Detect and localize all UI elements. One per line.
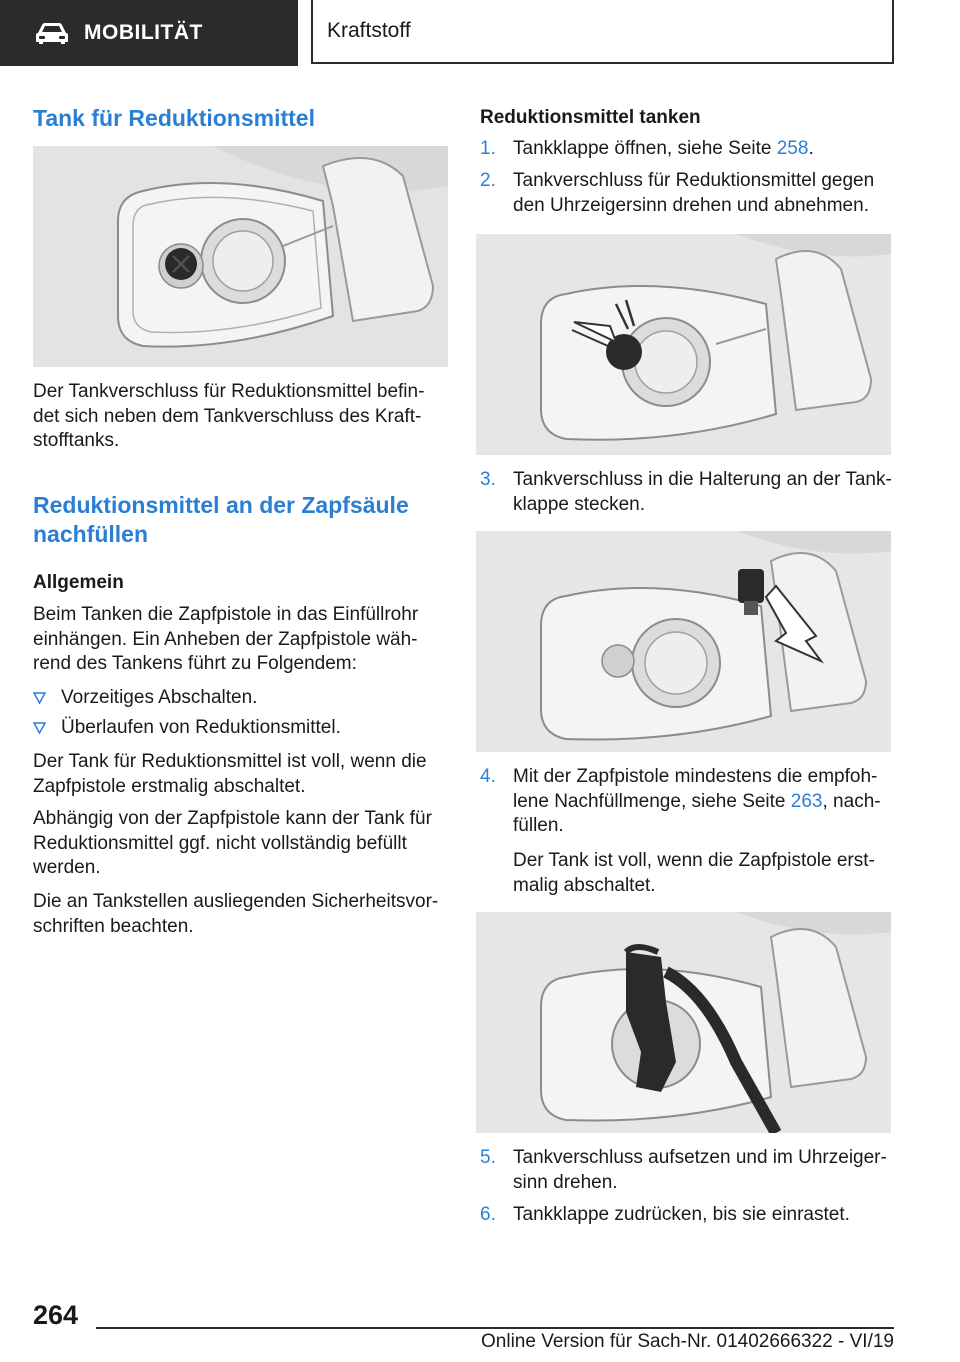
section-tab — [0, 0, 298, 66]
step-2 — [480, 169, 895, 219]
paragraph-line: Zapfpistole erstmalig abschaltet. — [33, 775, 306, 797]
step-line: füllen. — [513, 815, 564, 836]
paragraph-partial-fill — [33, 807, 432, 881]
chapter-box — [311, 0, 894, 64]
page-title: Tank für Reduktionsmittel — [33, 105, 315, 131]
section-label: MOBILITÄT — [84, 21, 203, 44]
step-text — [513, 1146, 895, 1195]
step-number: 2. — [480, 170, 496, 191]
list-item — [33, 686, 448, 711]
step-4 — [480, 765, 895, 841]
step-line: lene Nachfüllmenge, siehe Seite — [513, 790, 791, 812]
paragraph-general — [33, 603, 418, 677]
step-line: , nach- — [822, 790, 881, 812]
car-icon — [34, 21, 70, 45]
step-text — [513, 765, 895, 839]
step-text — [513, 169, 895, 218]
page-link-263[interactable]: 263 — [790, 790, 823, 812]
page-link-258[interactable]: 258 — [776, 138, 809, 159]
step-3 — [480, 468, 895, 518]
list-item — [33, 716, 448, 741]
chapter-label: Kraftstoff — [327, 19, 411, 42]
step-line: Mit der Zapfpistole mindestens die empfoh- — [513, 766, 878, 787]
intro-paragraph — [33, 380, 424, 454]
intro-line: Der Tankverschluss für Reduktionsmittel befin- — [33, 381, 425, 402]
note-line: malig abschaltet. — [513, 874, 656, 896]
section-title-line: Reduktionsmittel an der Zapfsäule — [33, 492, 409, 518]
stow-cap-illustration — [476, 531, 891, 752]
step-line: Tankverschluss in die Halterung an der Tank- — [513, 469, 892, 490]
paragraph-line: Die an Tankstellen ausliegenden Sicherheitsvor- — [33, 891, 439, 912]
intro-line: det sich neben dem Tankverschluss des Kraft- — [33, 405, 422, 427]
paragraph-line: Der Tank für Reduktionsmittel ist voll, wenn die — [33, 751, 427, 772]
paragraph-line: schriften beachten. — [33, 915, 194, 937]
step-text — [513, 468, 895, 517]
footer-divider — [96, 1327, 894, 1329]
step-line: sinn drehen. — [513, 1171, 618, 1193]
section-title — [33, 491, 409, 549]
footer-online-version: Online Version für Sach-Nr. 01402666322 - VI/19 — [481, 1331, 894, 1352]
paragraph-line: Beim Tanken die Zapfpistole in das Einfüllrohr — [33, 604, 419, 625]
page-number: 264 — [33, 1300, 79, 1330]
subheading-allgemein: Allgemein — [33, 572, 124, 593]
paragraph-line: rend des Tankens führt zu Folgendem: — [33, 653, 357, 674]
step-line: Tankverschluss für Reduktionsmittel gegen — [513, 170, 875, 191]
intro-line: stofftanks. — [33, 430, 120, 451]
paragraph-line: Abhängig von der Zapfpistole kann der Tank für — [33, 808, 432, 829]
step-number: 6. — [480, 1204, 496, 1225]
paragraph-full — [33, 750, 427, 799]
triangle-bullet-icon — [33, 692, 46, 704]
triangle-bullet-icon — [33, 722, 46, 734]
step-line-end: . — [808, 138, 814, 159]
tank-cap-illustration — [33, 146, 448, 367]
bullet-text: Überlaufen von Reduktionsmittel. — [61, 717, 341, 738]
step-number: 3. — [480, 469, 496, 490]
step-4-note — [513, 849, 895, 898]
step-5 — [480, 1146, 895, 1196]
step-text: Tankklappe zudrücken, bis sie einrastet. — [513, 1204, 850, 1225]
paragraph-safety — [33, 890, 438, 939]
paragraph-line: Reduktionsmittel ggf. nicht vollständig befüllt — [33, 832, 407, 854]
step-line: Tankverschluss aufsetzen und im Uhrzeiger- — [513, 1147, 887, 1168]
step-line: Tankklappe öffnen, siehe Seite — [513, 138, 777, 159]
nozzle-illustration — [476, 912, 891, 1133]
step-1 — [480, 137, 895, 162]
subheading-tanken: Reduktionsmittel tanken — [480, 107, 701, 128]
step-number: 5. — [480, 1147, 496, 1168]
note-line: Der Tank ist voll, wenn die Zapfpistole erst- — [513, 850, 875, 871]
step-number: 1. — [480, 138, 496, 159]
remove-cap-illustration — [476, 234, 891, 455]
step-6 — [480, 1203, 895, 1228]
paragraph-line: einhängen. Ein Anheben der Zapfpistole wäh- — [33, 628, 418, 650]
bullet-text: Vorzeitiges Abschalten. — [61, 687, 258, 708]
step-line: den Uhrzeigersinn drehen und abnehmen. — [513, 194, 869, 216]
step-line: klappe stecken. — [513, 493, 646, 515]
section-title-line: nachfüllen — [33, 521, 149, 547]
paragraph-line: werden. — [33, 857, 101, 878]
step-text — [513, 137, 895, 162]
step-number: 4. — [480, 766, 496, 787]
